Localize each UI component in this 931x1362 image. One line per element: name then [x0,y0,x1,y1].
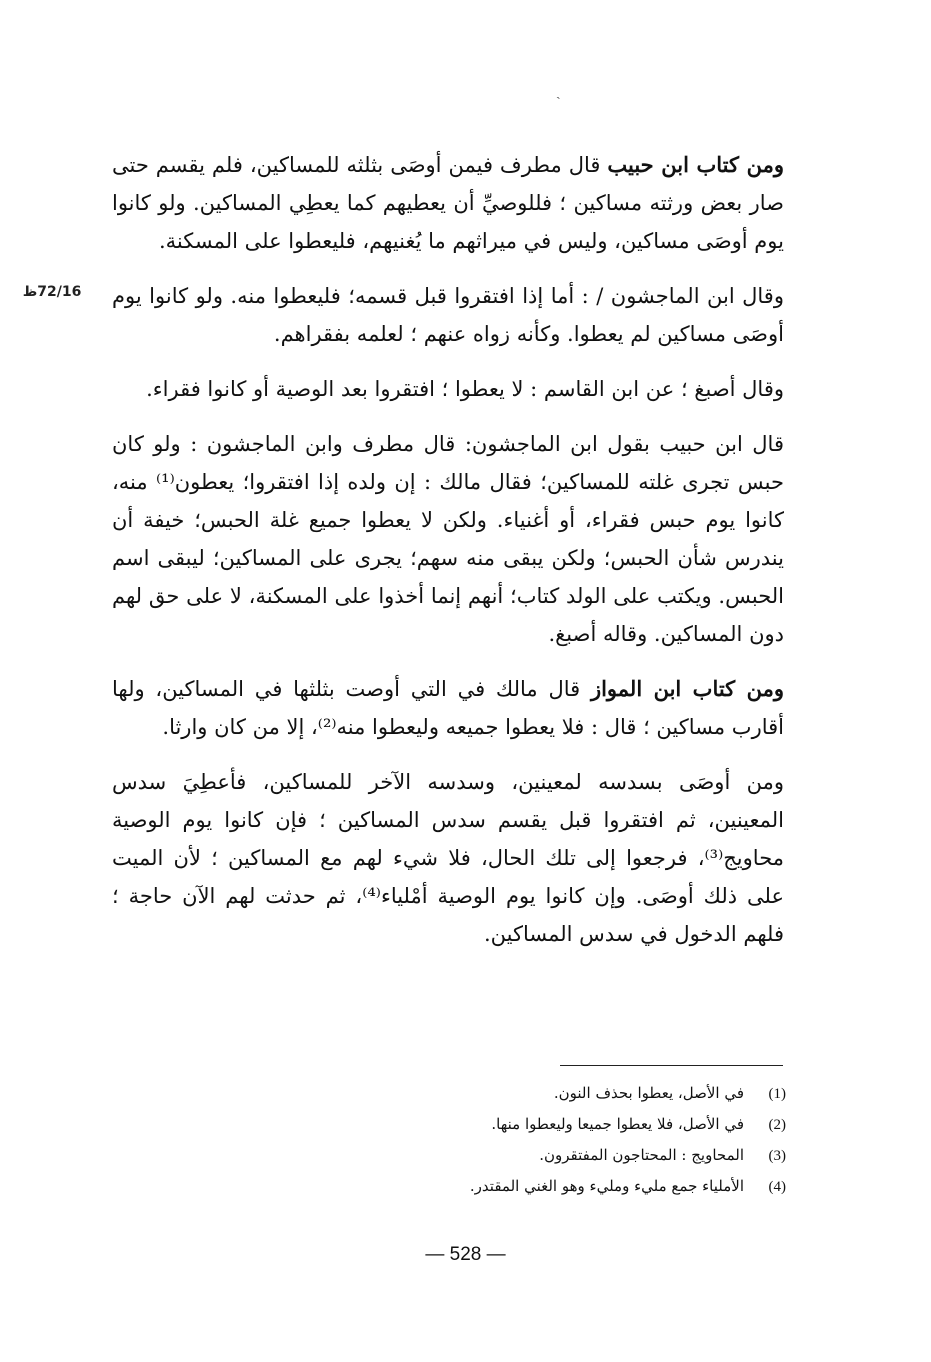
margin-folio-note: 72/16ظ [22,284,82,300]
paragraph-text: قال ابن حبيب بقول ابن الماجشون: قال مطرف وابن الماجشون : ولو كان حبس تجرى غلته للمساكين؛ فقال مالك : إن ولده إذا افتقروا؛ يعطون⁽¹⁾ منه، كانوا يوم حبس فقراء، أو أغنياء. ولكن لا يعطوا جميع غلة الحبس؛ خيفة أن يندرس شأن الحبس؛ ولكن يبقى منه سهم؛ يجرى على المساكين؛ ليبقى اسم الحبس. ويكتب على الولد كتاب؛ أنهم إنما أخذوا على المسكنة، لا على حق لهم دون المساكين. وقاله أصبغ. [112,432,784,646]
paragraph [112,763,784,953]
paragraph-lead: ومن كتاب ابن المواز [590,676,784,701]
paragraph-text: وقال ابن الماجشون / : أما إذا افتقروا قبل قسمه؛ فليعطوا منه. ولو كانوا يوم أوصَى مساكين لم يعطوا. وكأنه زواه عنهم ؛ لعلمه بفقراهم. [112,284,784,346]
paragraph-lead: ومن كتاب ابن حبيب [607,152,784,177]
paragraph [112,146,784,260]
footnote [300,1109,786,1140]
paragraph [112,370,784,408]
paragraph [112,670,784,746]
paragraph [112,277,784,353]
footnote-text: الأملياء جمع مليء ومليء وهو الغني المقتدر. [469,1177,744,1195]
footnote-divider [560,1065,783,1066]
paragraph-text: قال مطرف فيمن أوصَى بثلثه للمساكين، فلم يقسم حتى صار بعض ورثته مساكين ؛ فللوصيِّ أن يعطيهم كما يعطِي المساكين. ولو كانوا يوم أوصَى مساكين، وليس في ميراثهم ما يُغنيهم، فليعطوا على المسكنة. [112,153,784,253]
main-text [112,146,784,970]
paragraph-text: وقال أصبغ ؛ عن ابن القاسم : لا يعطوا ؛ افتقروا بعد الوصية أو كانوا فقراء. [146,377,784,401]
footnotes [300,1078,786,1202]
paragraph [112,425,784,653]
footnote-number: (2) [768,1117,786,1133]
footnote [300,1140,786,1171]
footnote [300,1171,786,1202]
footnote-text: في الأصل، يعطوا بحذف النون. [553,1084,744,1102]
paragraph-text: ومن أوصَى بسدسه لمعينين، وسدسه الآخر للمساكين، فأعطِيَ سدس المعينين، ثم افتقروا قبل يقسم سدس المساكين ؛ فإن كانوا يوم الوصية محاويج⁽³⁾، فرجعوا إلى تلك الحال، فلا شيء لهم مع المساكين ؛ لأن الميت على ذلك أوصَى. وإن كانوا يوم الوصية أمْلياء⁽⁴⁾، ثم حدثت لهم الآن حاجة ؛ فلهم الدخول في سدس المساكين. [112,770,784,946]
footnote-number: (1) [768,1086,786,1102]
footnote [300,1078,786,1109]
footnote-number: (3) [768,1148,786,1164]
paragraph-text: قال مالك في التي أوصت بثلثها في المساكين، ولها أقارب مساكين ؛ قال : فلا يعطوا جميعه وليعطوا منه⁽²⁾، إلا من كان وارثا. [112,677,784,739]
footnote-text: المحاويج : المحتاجون المفتقرون. [539,1146,744,1164]
footnote-number: (4) [768,1179,786,1195]
page-number: — 528 — [425,1244,506,1265]
scan-speck: ˏ [556,84,561,100]
footnote-text: في الأصل، فلا يعطوا جميعا وليعطوا منها. [491,1115,744,1133]
